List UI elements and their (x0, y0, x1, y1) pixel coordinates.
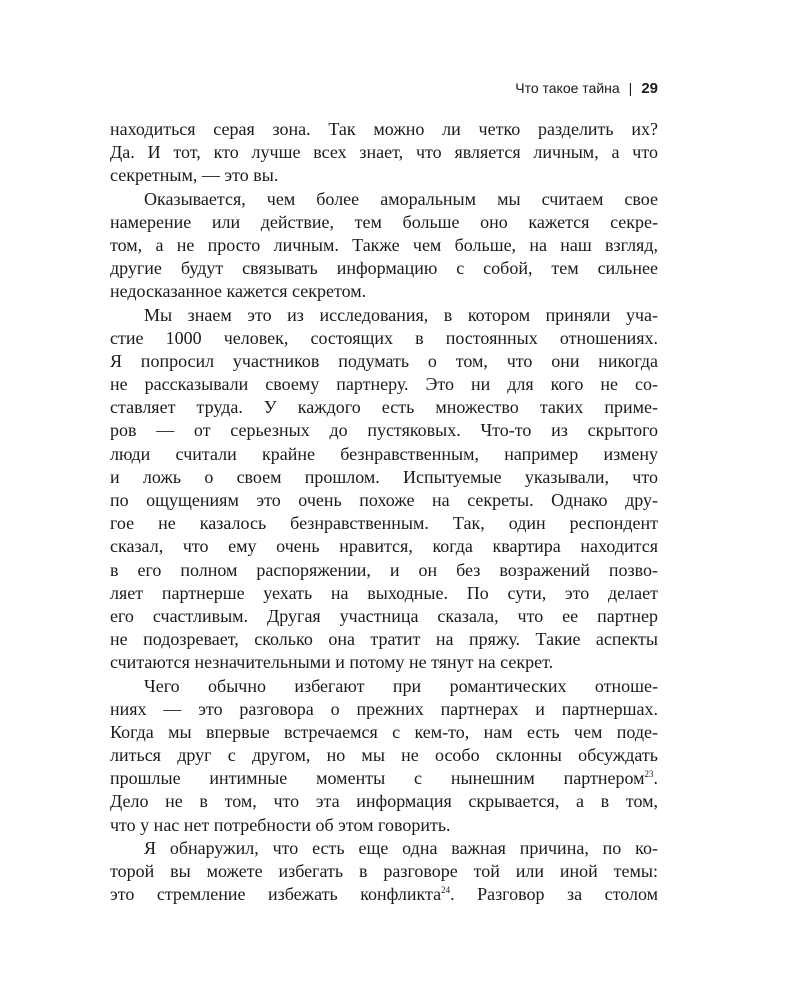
text-line: его счастливым. Другая участница сказала, что ее партнер (110, 605, 658, 626)
text-line: Чего обычно избегают при романтических отноше- (144, 675, 658, 696)
text-line-with-footnote (110, 883, 658, 906)
text-line-with-footnote (110, 767, 658, 790)
footnote-marker: 23 (644, 769, 654, 780)
text-line: ниях — это разговора о прежних партнерах и партнершах. (110, 698, 658, 719)
text-line: другие будут связывать информацию с собой, тем сильнее (110, 258, 658, 279)
text-line: Оказывается, чем более аморальным мы считаем свое (144, 188, 658, 209)
text-line: Да. И тот, кто лучше всех знает, что является личным, а что (110, 142, 658, 163)
text-line: литься друг с другом, но мы не особо склонны обсуждать (110, 745, 658, 766)
text-line: и ложь о своем прошлом. Испытуемые указывали, что (110, 466, 658, 487)
text-line: секретным, — это вы. (110, 165, 279, 186)
text-line: намерение или действие, тем больше оно кажется секре- (110, 211, 658, 232)
text-line: сказал, что ему очень нравится, когда квартира находится (110, 536, 658, 557)
text-line: по ощущениям это очень похоже на секреты. Однако дру- (110, 490, 658, 510)
header-separator: | (628, 80, 633, 96)
text-line: люди считали крайне безнравственным, например измену (110, 443, 658, 464)
text-fragment: . Разговор за столом (450, 884, 658, 905)
text-line: стие 1000 человек, состоящих в постоянных отношениях. (110, 327, 658, 348)
text-line: ров — от серьезных до пустяковых. Что-то из скрытого (110, 420, 658, 441)
text-line: Когда мы впервые встречаемся с кем-то, нам есть чем поде- (110, 721, 658, 742)
text-line: находиться серая зона. Так можно ли четко разделить их? (110, 119, 658, 139)
running-head (515, 80, 658, 97)
text-fragment: . (653, 768, 658, 789)
text-line: считаются незначительными и потому не тянут на секрет. (110, 652, 554, 673)
text-line: ляет партнерше уехать на выходные. По сути, это делает (110, 582, 658, 603)
text-line: в его полном распоряжении, и он без возражений позво- (110, 559, 658, 580)
text-line: Я попросил участников подумать о том, что они никогда (110, 350, 658, 371)
text-line: Мы знаем это из исследования, в котором приняли уча- (144, 304, 658, 325)
text-line: что у нас нет потребности об этом говорить. (110, 814, 451, 835)
text-fragment: прошлые интимные моменты с нынешним партнером (110, 768, 645, 789)
footnote-marker: 24 (441, 885, 451, 896)
text-fragment: это стремление избежать конфликта (110, 884, 442, 905)
text-line: торой вы можете избегать в разговоре той или иной темы: (110, 861, 658, 881)
text-line: Дело не в том, что эта информация скрывается, а в том, (110, 791, 658, 812)
chapter-title: Что такое тайна (515, 80, 620, 96)
page-number: 29 (641, 80, 658, 97)
text-line: ставляет труда. У каждого есть множество таких приме- (110, 397, 658, 418)
text-line: не рассказывали своему партнеру. Это ни для кого не со- (110, 374, 658, 395)
body-text (110, 118, 658, 906)
text-line: недосказанное кажется секретом. (110, 281, 367, 302)
text-line: Я обнаружил, что есть еще одна важная причина, по ко- (144, 837, 658, 858)
text-line: не подозревает, сколько она тратит на пряжу. Такие аспекты (110, 629, 658, 650)
text-line: том, а не просто личным. Также чем больше, на наш взгляд, (110, 234, 658, 255)
text-line: гое не казалось безнравственным. Так, один респондент (110, 513, 658, 534)
